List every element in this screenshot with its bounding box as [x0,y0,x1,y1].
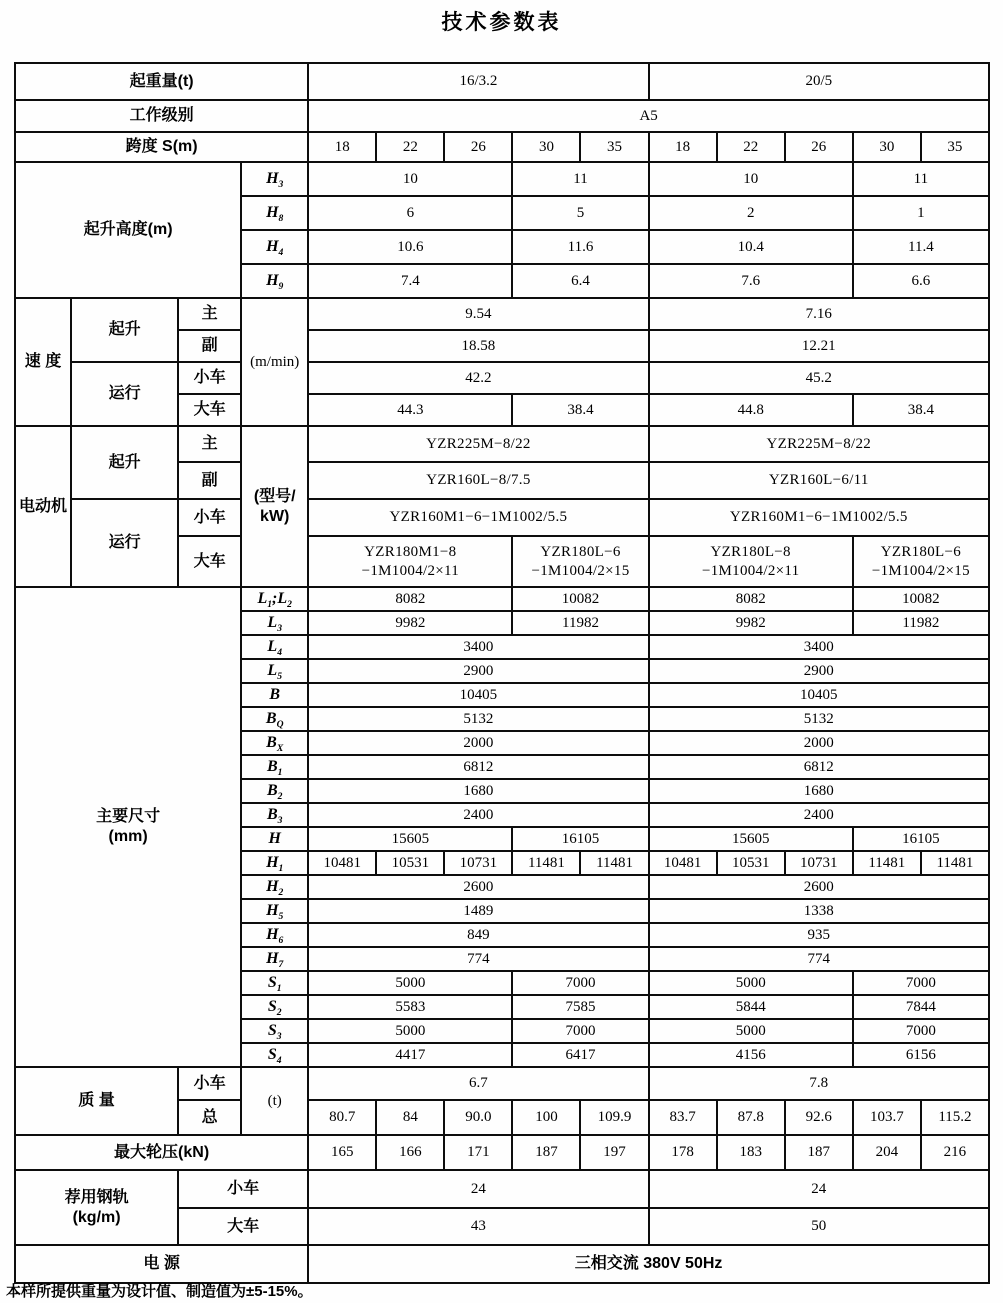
table-cell: 92.6 [785,1100,853,1135]
table-cell: YZR160M1−6−1M1002/5.5 [649,499,989,536]
table-cell: 22 [717,132,785,162]
table-cell: 20/5 [649,63,989,100]
table-cell: 10731 [444,851,512,875]
table-cell: 10.4 [649,230,853,264]
table-cell: 7000 [512,971,648,995]
table-cell: 10405 [649,683,989,707]
table-cell: 7844 [853,995,989,1019]
table-cell: 774 [308,947,648,971]
table-cell: 10405 [308,683,648,707]
table-cell: 2900 [308,659,648,683]
table-cell: 大车 [178,536,241,587]
table-cell: 2600 [649,875,989,899]
unit-label-mass: (t) [241,1067,308,1135]
table-cell: 10 [649,162,853,196]
table-cell: 11.4 [853,230,989,264]
table-cell: 187 [512,1135,580,1170]
table-cell: 5000 [308,971,512,995]
table-cell: 起升 [71,426,178,499]
section-label-lifting-height: 起升高度(m) [15,162,241,298]
table-cell: $S_2$ [241,995,308,1019]
table-cell: 109.9 [580,1100,648,1135]
table-cell: 216 [921,1135,989,1170]
table-cell: 6.7 [308,1067,648,1100]
table-cell: 16105 [512,827,648,851]
table-cell: 2900 [649,659,989,683]
table-cell: 90.0 [444,1100,512,1135]
table-cell: YZR225M−8/22 [649,426,989,462]
table-cell: $B_3$ [241,803,308,827]
table-cell: 15605 [649,827,853,851]
table-cell: 运行 [71,499,178,587]
table-cell: 22 [376,132,444,162]
table-cell: 5000 [649,971,853,995]
table-cell: $H_2$ [241,875,308,899]
table-cell: 1338 [649,899,989,923]
table-cell: 8082 [649,587,853,611]
table-cell: 6812 [308,755,648,779]
table-cell: 副 [178,462,241,499]
footer-note: 本样所提供重量为设计值、制造值为±5-15%。 [6,1283,313,1300]
table-cell: 7000 [853,971,989,995]
table-cell: YZR225M−8/22 [308,426,648,462]
table-cell: 24 [649,1170,989,1208]
table-cell: $H_5$ [241,899,308,923]
table-cell: 7.16 [649,298,989,330]
section-label-motor: 电动机 [15,426,71,587]
table-cell: 12.21 [649,330,989,362]
table-row [15,100,989,132]
table-cell: 大车 [178,394,241,426]
table-cell: 5000 [649,1019,853,1043]
row-label-max-wheel-load: 最大轮压(kN) [15,1135,308,1170]
page-title: 技术参数表 [441,11,562,34]
table-cell: 178 [649,1135,717,1170]
row-label-duty-class: 工作级别 [15,100,308,132]
table-cell: 849 [308,923,648,947]
table-row [15,587,989,611]
table-cell: 6.6 [853,264,989,298]
table-cell: 11481 [853,851,921,875]
table-cell: 171 [444,1135,512,1170]
table-cell: $H_8$ [241,196,308,230]
table-cell: 80.7 [308,1100,376,1135]
table-cell: 11982 [853,611,989,635]
table-cell: $H_1$ [241,851,308,875]
table-cell: 11 [512,162,648,196]
table-cell: 774 [649,947,989,971]
table-cell: 4156 [649,1043,853,1067]
table-cell: YZR180M1−8 −1M1004/2×11 [308,536,512,587]
table-cell: 7.6 [649,264,853,298]
table-cell: 7000 [853,1019,989,1043]
table-row [15,132,989,162]
table-row [15,362,989,394]
table-row [15,63,989,100]
table-row [15,162,989,196]
table-cell: $B_2$ [241,779,308,803]
table-cell: 30 [512,132,580,162]
table-cell: 5844 [649,995,853,1019]
table-cell: 10531 [376,851,444,875]
section-label-main-dimensions: 主要尺寸 (mm) [15,587,241,1067]
table-cell: $H_6$ [241,923,308,947]
table-cell: 2600 [308,875,648,899]
table-cell: 主 [178,298,241,330]
table-cell: 45.2 [649,362,989,394]
table-cell: 26 [444,132,512,162]
spec-table [14,62,990,1284]
table-cell: 主 [178,426,241,462]
table-cell: 11.6 [512,230,648,264]
table-cell: 1680 [308,779,648,803]
row-label-lifting-capacity: 起重量(t) [15,63,308,100]
table-cell: 副 [178,330,241,362]
table-cell: 165 [308,1135,376,1170]
table-cell: YZR180L−8 −1M1004/2×11 [649,536,853,587]
table-cell: $S_3$ [241,1019,308,1043]
table-cell: 2000 [308,731,648,755]
table-cell: 115.2 [921,1100,989,1135]
table-cell: 2400 [308,803,648,827]
row-label-power-supply: 电 源 [15,1245,308,1283]
table-cell: YZR160L−8/7.5 [308,462,648,499]
table-cell: 小车 [178,1067,241,1100]
table-cell: 187 [785,1135,853,1170]
table-body [15,63,989,1283]
table-cell: H [241,827,308,851]
power-supply-value: 三相交流 380V 50Hz [308,1245,989,1283]
table-cell: 1 [853,196,989,230]
table-cell: YZR180L−6 −1M1004/2×15 [512,536,648,587]
table-cell: 204 [853,1135,921,1170]
table-cell: 26 [785,132,853,162]
table-cell: 103.7 [853,1100,921,1135]
table-cell: $L_4$ [241,635,308,659]
table-cell: 84 [376,1100,444,1135]
table-cell: $H_9$ [241,264,308,298]
table-cell: 11481 [580,851,648,875]
table-cell: $B_Q$ [241,707,308,731]
table-cell: 38.4 [512,394,648,426]
table-cell: 10.6 [308,230,512,264]
table-cell: 3400 [649,635,989,659]
table-cell: 35 [921,132,989,162]
table-cell: A5 [308,100,989,132]
table-cell: 小车 [178,499,241,536]
table-cell: 11982 [512,611,648,635]
table-cell: 2400 [649,803,989,827]
table-cell: 50 [649,1208,989,1245]
table-cell: 100 [512,1100,580,1135]
table-cell: 935 [649,923,989,947]
table-cell: 大车 [178,1208,308,1245]
unit-label-motor: (型号/ kW) [241,426,308,587]
table-cell: 10082 [853,587,989,611]
table-cell: 11481 [921,851,989,875]
table-cell: 10481 [649,851,717,875]
table-cell: 83.7 [649,1100,717,1135]
table-row [15,1170,989,1208]
table-cell: 42.2 [308,362,648,394]
table-cell: 1489 [308,899,648,923]
table-cell: 197 [580,1135,648,1170]
table-cell: 183 [717,1135,785,1170]
row-label-span: 跨度 S(m) [15,132,308,162]
table-cell: $H_3$ [241,162,308,196]
table-cell: $S_1$ [241,971,308,995]
section-label-recommended-rail: 荐用钢轨 (kg/m) [15,1170,178,1245]
table-cell: 6417 [512,1043,648,1067]
table-row [15,1135,989,1170]
table-cell: 总 [178,1100,241,1135]
table-cell: 16105 [853,827,989,851]
table-cell: $H_4$ [241,230,308,264]
table-cell: 9982 [649,611,853,635]
table-cell: 7.4 [308,264,512,298]
table-cell: $L_1;L_2$ [241,587,308,611]
table-row [15,1067,989,1100]
table-cell: 4417 [308,1043,512,1067]
table-cell: 10082 [512,587,648,611]
table-cell: 10531 [717,851,785,875]
table-cell: $B_X$ [241,731,308,755]
table-cell: 44.8 [649,394,853,426]
table-cell: 16/3.2 [308,63,648,100]
table-cell: 9.54 [308,298,648,330]
table-cell: 11 [853,162,989,196]
table-row [15,499,989,536]
table-cell: 38.4 [853,394,989,426]
table-row [15,426,989,462]
table-cell: 87.8 [717,1100,785,1135]
section-label-mass: 质 量 [15,1067,178,1135]
table-cell: 5132 [649,707,989,731]
table-row [15,298,989,330]
table-cell: 小车 [178,362,241,394]
table-cell: 18 [649,132,717,162]
table-cell: 10 [308,162,512,196]
table-cell: YZR160L−6/11 [649,462,989,499]
table-cell: 5000 [308,1019,512,1043]
table-cell: 24 [308,1170,648,1208]
table-cell: 11481 [512,851,580,875]
table-cell: 43 [308,1208,648,1245]
table-cell: 15605 [308,827,512,851]
table-cell: 6.4 [512,264,648,298]
table-cell: 9982 [308,611,512,635]
table-cell: B [241,683,308,707]
table-cell: 30 [853,132,921,162]
table-cell: $L_5$ [241,659,308,683]
table-cell: $S_4$ [241,1043,308,1067]
unit-label-speed: (m/min) [241,298,308,426]
table-cell: 8082 [308,587,512,611]
table-row [15,1245,989,1283]
table-cell: 18.58 [308,330,648,362]
table-cell: 10481 [308,851,376,875]
table-cell: 7585 [512,995,648,1019]
table-cell: $H_7$ [241,947,308,971]
table-cell: YZR180L−6 −1M1004/2×15 [853,536,989,587]
table-cell: 35 [580,132,648,162]
table-cell: 6812 [649,755,989,779]
table-cell: 小车 [178,1170,308,1208]
table-cell: 2000 [649,731,989,755]
table-cell: $L_3$ [241,611,308,635]
table-cell: 5 [512,196,648,230]
table-cell: 7.8 [649,1067,989,1100]
table-cell: 166 [376,1135,444,1170]
table-cell: 起升 [71,298,178,362]
table-cell: 1680 [649,779,989,803]
table-cell: $B_1$ [241,755,308,779]
table-cell: 6 [308,196,512,230]
section-label-speed: 速 度 [15,298,71,426]
table-cell: 18 [308,132,376,162]
table-cell: 5132 [308,707,648,731]
table-cell: 6156 [853,1043,989,1067]
table-cell: 7000 [512,1019,648,1043]
table-cell: 5583 [308,995,512,1019]
table-cell: 3400 [308,635,648,659]
table-cell: 10731 [785,851,853,875]
table-cell: YZR160M1−6−1M1002/5.5 [308,499,648,536]
table-cell: 运行 [71,362,178,426]
table-cell: 44.3 [308,394,512,426]
table-cell: 2 [649,196,853,230]
